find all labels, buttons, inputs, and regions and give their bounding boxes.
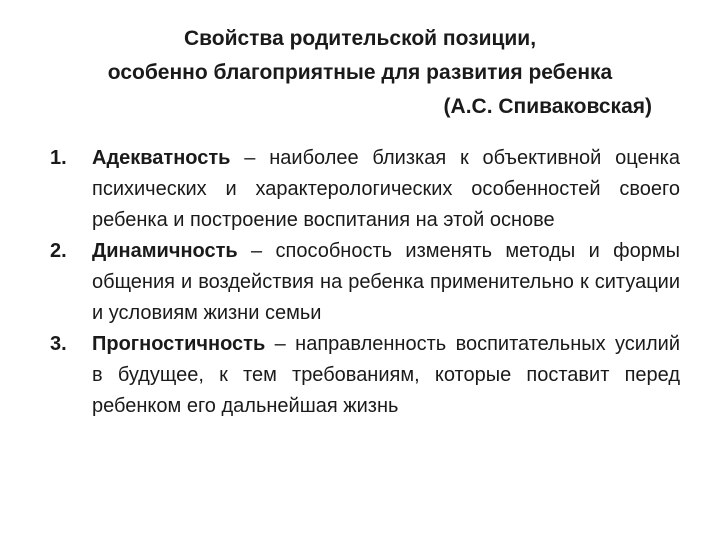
item-term: Динамичность (92, 240, 238, 262)
title-line-2: особенно благоприятные для развития ребенка (107, 61, 613, 84)
list-item (50, 236, 680, 329)
item-description: – направленность воспитательных усилий в будущее, к тем требованиям, которые поставит перед ребенком его дальнейшая жизнь (92, 333, 680, 417)
item-number: 1. (50, 147, 67, 169)
item-number: 2. (50, 240, 67, 262)
title-author: (А.С. Спиваковская) (443, 95, 652, 118)
properties-list (50, 143, 680, 422)
slide-title (40, 22, 680, 124)
item-description: – способность изменять методы и формы общения и воздействия на ребенка применительно к ситуации и условиям жизни семьи (92, 240, 680, 324)
list-item (50, 143, 680, 236)
title-line-1: Свойства родительской позиции, (183, 27, 537, 50)
item-number: 3. (50, 333, 67, 355)
item-description: – наиболее близкая к объективной оценка психических и характерологических особенностей своего ребенка и построение воспитания на этой основе (92, 147, 680, 231)
list-item (50, 329, 680, 422)
item-term: Адекватность (92, 147, 231, 169)
item-term: Прогностичность (92, 333, 266, 355)
